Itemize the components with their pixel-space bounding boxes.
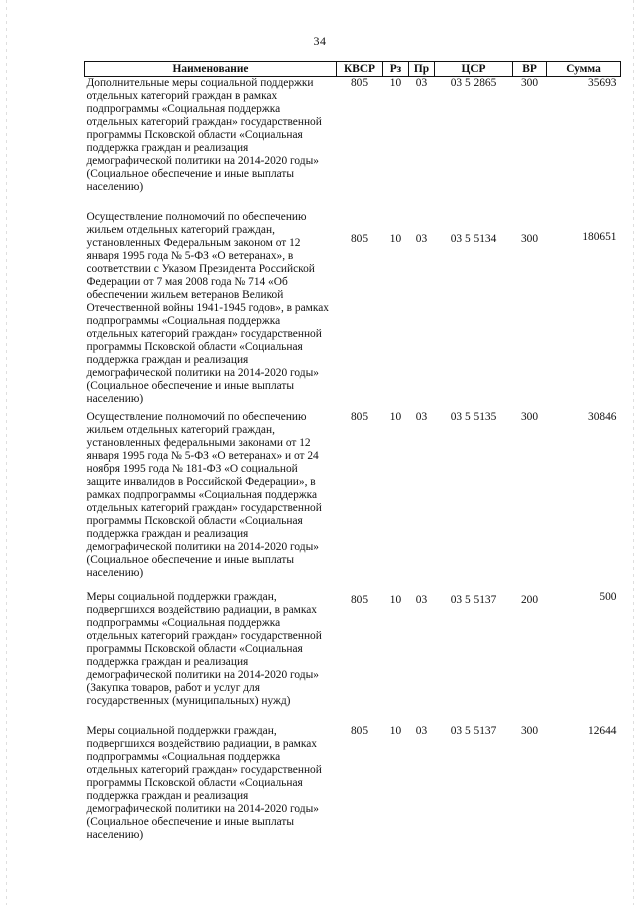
row-vr: 300 — [520, 232, 539, 245]
table-row — [85, 77, 621, 211]
row-vr: 300 — [520, 77, 539, 89]
row-rz: 10 — [389, 593, 402, 606]
scan-edge-left — [6, 0, 7, 905]
table-row — [85, 591, 621, 725]
row-vr: 300 — [520, 410, 539, 423]
row-pr: 03 — [415, 724, 428, 737]
table-header-row — [85, 62, 621, 77]
header-sum: Сумма — [547, 62, 621, 77]
row-pr: 03 — [415, 77, 428, 89]
header-csr: ЦСР — [435, 62, 513, 77]
row-pr: 03 — [415, 593, 428, 606]
row-kvsr: 805 — [350, 410, 369, 423]
row-rz: 10 — [389, 232, 402, 245]
row-sum: 500 — [599, 590, 617, 603]
row-pr: 03 — [415, 410, 428, 423]
row-kvsr: 805 — [350, 724, 369, 737]
header-kvsr: КВСР — [337, 62, 383, 77]
row-sum: 30846 — [588, 410, 617, 423]
row-csr: 03 5 2865 — [450, 77, 497, 89]
row-name: Осуществление полномочий по обеспечению жильем отдельных категорий граждан, установленных Федеральным законом от 12 января 1995 года № 5-ФЗ «О ветеранах», в соответствии с Указом Президента Российской Федерации от 7 мая 2008 года № 714 «Об обеспечении жильем ветеранов Великой Отечественной войны 1941-1945 годов», в рамках подпрограммы «Социальная поддержка отдельных категорий граждан» государственной программы Псковской области «Социальная поддержка граждан и реализация демографической политики на 2014-2020 годы» (Социальное обеспечение и иные выплаты населению) — [86, 210, 329, 405]
header-name: Наименование — [85, 62, 337, 77]
header-vr: ВР — [513, 62, 547, 77]
budget-table — [84, 61, 621, 842]
row-name: Дополнительные меры социальной поддержки отдельных категорий граждан в рамках подпрограммы «Социальная поддержка отдельных категорий граждан» государственной программы Псковской области «Социальная поддержка граждан и реализация демографической политики на 2014-2020 годы» (Социальное обеспечение и иные выплаты населению) — [86, 77, 322, 193]
scan-edge-right — [633, 0, 634, 905]
row-sum: 12644 — [588, 724, 617, 737]
header-pr: Пр — [409, 62, 435, 77]
row-kvsr: 805 — [350, 77, 369, 89]
row-pr: 03 — [415, 232, 428, 245]
table-row — [85, 211, 621, 411]
row-sum: 180651 — [582, 230, 617, 243]
row-csr: 03 5 5137 — [450, 724, 497, 737]
row-kvsr: 805 — [350, 593, 369, 606]
row-sum: 35693 — [588, 77, 617, 89]
row-name: Меры социальной поддержки граждан, подвергшихся воздействию радиации, в рамках подпрограммы «Социальная поддержка отдельных категорий граждан» государственной программы Псковской области «Социальная поддержка граждан и реализация демографической политики на 2014-2020 годы» (Закупка товаров, работ и услуг для государственных (муниципальных) нужд) — [86, 590, 322, 707]
page-number: 34 — [313, 34, 327, 48]
row-rz: 10 — [389, 724, 402, 737]
row-kvsr: 805 — [350, 232, 369, 245]
row-rz: 10 — [389, 77, 402, 89]
row-name: Осуществление полномочий по обеспечению жильем отдельных категорий граждан, установленных федеральными законами от 12 января 1995 года № 5-ФЗ «О ветеранах» и от 24 ноября 1995 года № 181-ФЗ «О социальной защите инвалидов в Российской Федерации», в рамках подпрограммы «Социальная поддержка отдельных категорий граждан» государственной программы Псковской области «Социальная поддержка граждан и реализация демографической политики на 2014-2020 годы» (Социальное обеспечение и иные выплаты населению) — [86, 410, 322, 579]
row-vr: 200 — [520, 593, 539, 606]
table-row — [85, 411, 621, 591]
row-vr: 300 — [520, 724, 539, 737]
row-csr: 03 5 5137 — [450, 593, 497, 606]
row-name: Меры социальной поддержки граждан, подвергшихся воздействию радиации, в рамках подпрограммы «Социальная поддержка отдельных категорий граждан» государственной программы Псковской области «Социальная поддержка граждан и реализация демографической политики на 2014-2020 годы» (Социальное обеспечение и иные выплаты населению) — [86, 724, 322, 841]
header-rz: Рз — [383, 62, 409, 77]
row-rz: 10 — [389, 410, 402, 423]
row-csr: 03 5 5135 — [450, 410, 497, 423]
table-row — [85, 725, 621, 842]
row-csr: 03 5 5134 — [450, 232, 497, 245]
